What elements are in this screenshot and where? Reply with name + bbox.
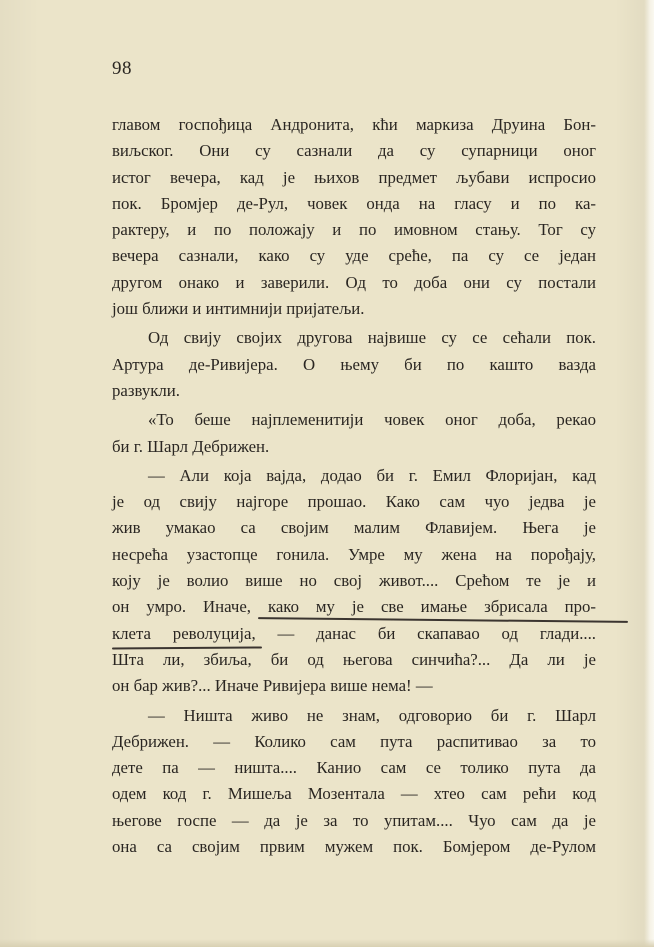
text-line: главом госпођица Андронита, кћи маркиза Друина Бон- (112, 115, 596, 134)
text-line: одем код г. Мишеља Мозентала — хтео сам рећи код (112, 784, 596, 804)
text-line: жив умакао са својим малим Флавијем. Њега је (112, 518, 596, 538)
text-line: клета револуција, — данас би скапавао од глади.... (112, 623, 596, 643)
body-text (112, 112, 596, 860)
text-line: другом онако и заверили. Од то доба они су постали (112, 272, 596, 292)
text-line: развукли. (112, 380, 180, 400)
paragraph (112, 112, 596, 322)
text-line: Од свију својих другова највише су се сећали пок. (148, 328, 596, 348)
paragraph (112, 407, 596, 460)
text-line: — Ништа живо не знам, одговорио би г. Шарл (148, 705, 596, 725)
text-line: «То беше најплеменитији човек оног доба, рекао (148, 410, 596, 430)
text-line: пок. Бромјер де-Рул, човек онда на гласу и по ка- (112, 193, 596, 213)
page-edge-bottom (0, 939, 654, 947)
paragraph (112, 325, 596, 404)
page-edge-right (644, 0, 654, 947)
paragraph (112, 703, 596, 861)
text-line: још ближи и интимнији пријатељи. (112, 299, 365, 319)
text-line: Артура де-Ривијера. О њему би по кашто вазда (112, 354, 596, 374)
text-line: она са својим првим мужем пок. Бомјером де-Рулом (112, 837, 596, 857)
paragraph (112, 463, 596, 700)
text-line: његове госпе — да је за то упитам.... Чуо сам да је (112, 810, 596, 830)
text-line: он умро. Иначе, како му је све имање збрисала про- (112, 597, 596, 617)
text-line: дете па — ништа.... Канио сам се толико пута да (112, 758, 596, 778)
text-line: би г. Шарл Дебрижен. (112, 436, 270, 456)
text-line: вечера сазнали, како су уде среће, па су се један (112, 246, 596, 266)
text-line: је од свију најгоре прошао. Како сам чуо једва је (112, 492, 596, 512)
page-number: 98 (112, 58, 132, 79)
text-line: рактеру, и по положају и по имовном стању. Тог су (112, 220, 596, 240)
text-line: несрећа узастопце гонила. Умре му жена на порођају, (112, 544, 596, 564)
text-line: коју је волио више но свој живот.... Срећом те је и (112, 571, 596, 591)
text-line: Шта ли, збиља, би од његова синчића?... Да ли је (112, 649, 596, 669)
text-line: виљског. Они су сазнали да су супарници оног (112, 141, 596, 161)
text-line: Дебрижен. — Колико сам пута распитивао за то (112, 731, 596, 751)
text-line: — Али која вајда, додао би г. Емил Флоријан, кад (148, 465, 596, 485)
text-line: он бар жив?... Иначе Ривијера више нема! — (112, 676, 433, 696)
text-line: истог вечера, кад је њихов предмет љубави испросио (112, 167, 596, 187)
